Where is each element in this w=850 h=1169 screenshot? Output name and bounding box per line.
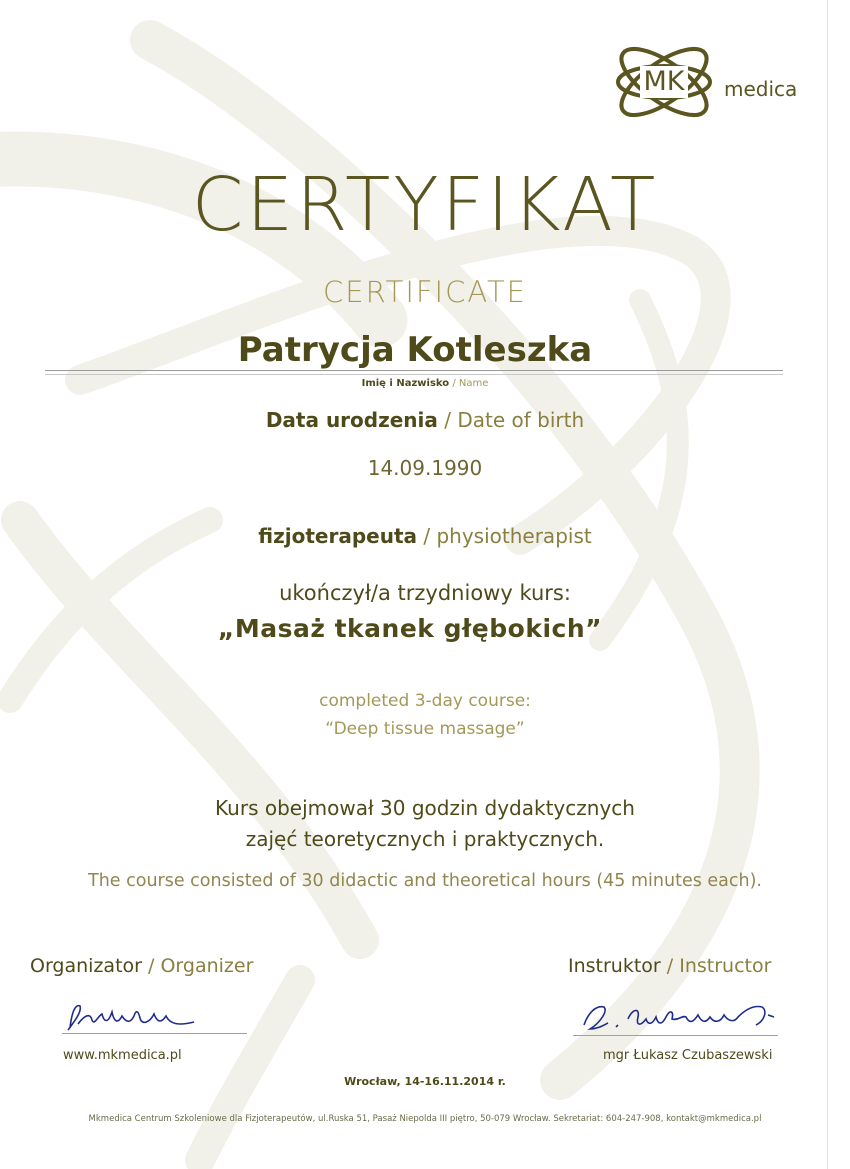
profession-pl: fizjoterapeuta <box>258 524 418 548</box>
course-name-en: “Deep tissue massage” <box>325 719 525 739</box>
name-label-pl: Imię i Nazwisko <box>361 378 450 389</box>
organizer-signature-line <box>62 1033 247 1034</box>
certificate-subtitle: CERTIFICATE <box>323 275 527 309</box>
instructor-signature-line <box>573 1035 778 1036</box>
hours-line2-pl: zajęć teoretycznych i praktycznych. <box>245 827 605 851</box>
name-underline <box>45 370 783 371</box>
profession <box>0 524 850 548</box>
profession-separator: / <box>417 524 437 548</box>
name-underline-secondary <box>45 374 783 375</box>
organizer-signature <box>62 998 212 1038</box>
organizer-label-separator: / <box>141 955 161 977</box>
participant-name: Patrycja Kotleszka <box>237 330 593 370</box>
birth-label-separator: / <box>437 408 458 432</box>
birth-date-value: 14.09.1990 <box>367 456 483 480</box>
birth-label-pl: Data urodzenia <box>265 408 438 432</box>
instructor-label-pl: Instruktor <box>568 955 661 977</box>
hours-line-en: The course consisted of 30 didactic and theoretical hours (45 minutes each). <box>88 871 762 891</box>
course-intro-pl: ukończył/a trzydniowy kurs: <box>279 581 571 605</box>
organizer-label-pl: Organizator <box>30 955 142 977</box>
hours-line1-pl: Kurs obejmował 30 godzin dydaktycznych <box>215 796 635 820</box>
instructor-label-separator: / <box>660 955 680 977</box>
mkmedica-logo <box>612 28 802 128</box>
course-name-pl: „Masaż tkanek głębokich” <box>217 614 603 643</box>
birth-label-en: Date of birth <box>457 408 585 432</box>
instructor-name: mgr Łukasz Czubaszewski <box>603 1048 773 1063</box>
place-and-date: Wrocław, 14-16.11.2014 r. <box>344 1075 506 1088</box>
organizer-label-en: Organizer <box>160 955 254 977</box>
instructor-label <box>568 955 771 977</box>
certificate-title: CERTYFIKAT <box>191 162 659 248</box>
profession-en: physiotherapist <box>436 524 592 548</box>
footer-contact: Mkmedica Centrum Szkoleniowe dla Fizjoterapeutów, ul.Ruska 51, Pasaż Niepolda III piętro, 50-079 Wrocław. Sekretariat: 604-247-908, kontakt@mkmedica.pl <box>88 1114 762 1124</box>
organizer-website: www.mkmedica.pl <box>63 1048 182 1063</box>
course-intro-en: completed 3-day course: <box>319 691 531 711</box>
name-label-en: Name <box>458 378 489 389</box>
organizer-label <box>30 955 253 977</box>
name-field-label <box>0 378 850 389</box>
instructor-signature <box>578 995 788 1037</box>
birth-date-label <box>0 408 850 432</box>
logo-mark: MK <box>643 66 685 97</box>
name-label-separator: / <box>449 378 459 389</box>
instructor-label-en: Instructor <box>679 955 772 977</box>
logo-wordmark: medica <box>724 77 798 101</box>
